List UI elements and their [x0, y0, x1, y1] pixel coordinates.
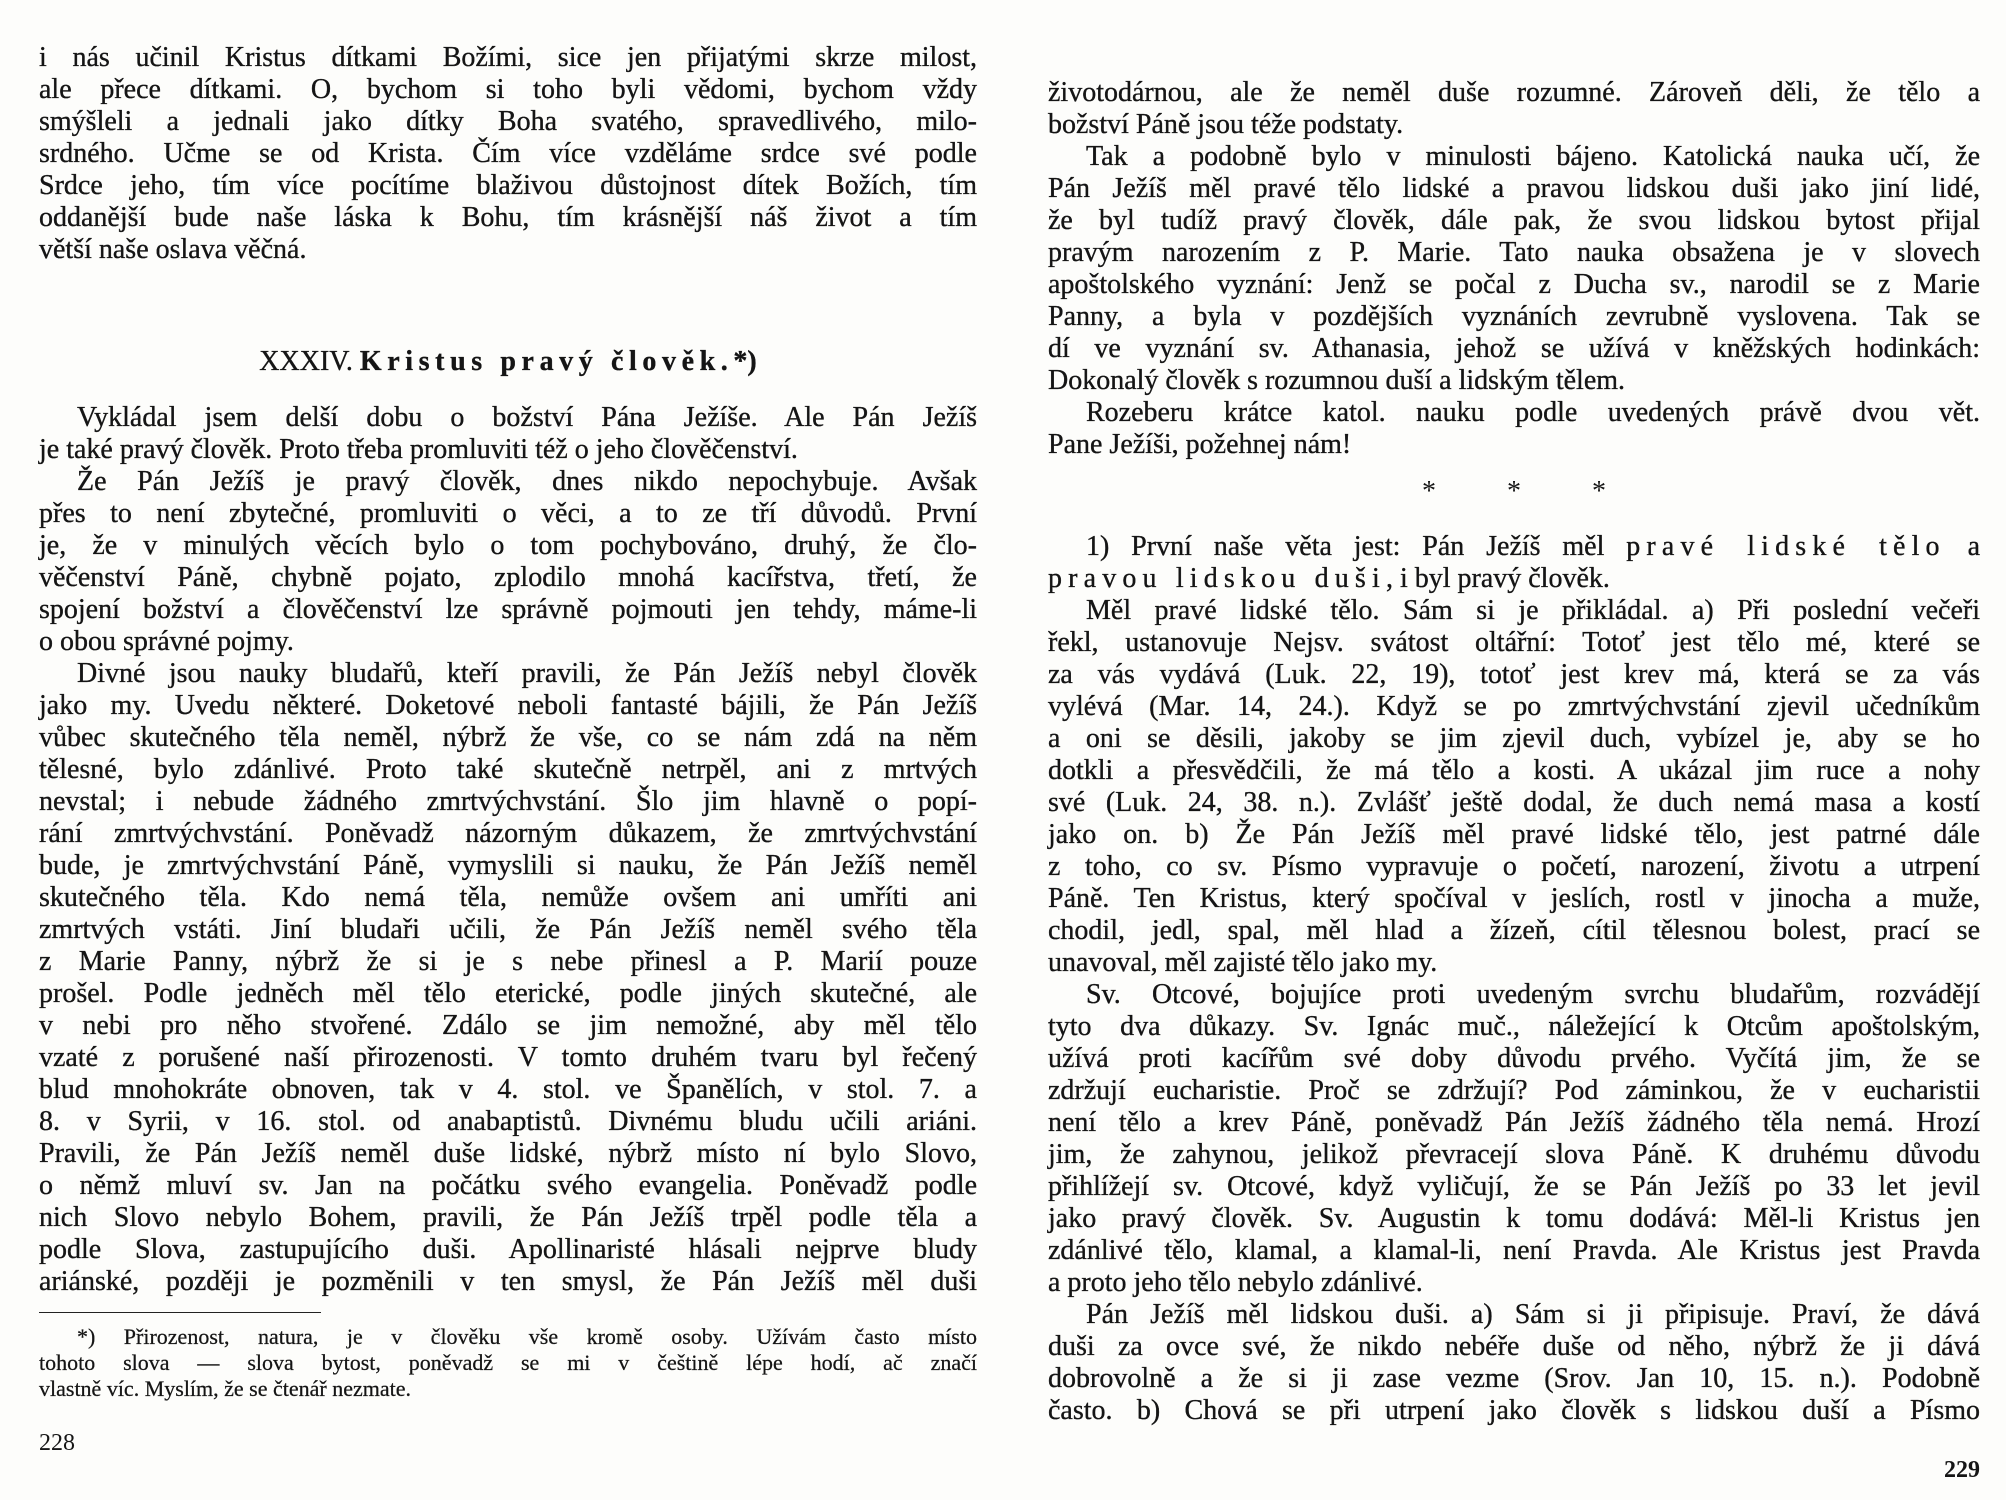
text-line: srdného. Učme se od Krista. Čím více vzděláme srdce své podle: [39, 138, 977, 169]
text-line: smýšleli a jednali jako dítky Boha svatého, spravedlivého, milo-: [39, 106, 977, 137]
top-paragraphs: [39, 42, 977, 266]
text-line: rání zmrtvýchvstání. Poněvadž názorným důkazem, že zmrtvýchvstání: [39, 818, 977, 849]
footnote-marker: *): [733, 346, 757, 377]
text-line: vlastně víc. Myslím, že se čtenář nezmate.: [39, 1376, 412, 1401]
text-line: přes to není zbytečné, promluviti o věci, a to ze tří důvodů. První: [39, 498, 977, 529]
text-line: Srdce jeho, tím více pocítíme blaživou důstojnost dítek Božích, tím: [39, 170, 977, 201]
text-line: zdánlivé tělo, klamal, a klamal-li, není Pravda. Ale Kristus jest Pravda: [1048, 1235, 1980, 1266]
text-line: Dokonalý člověk s rozumnou duší a lidským tělem.: [1048, 365, 1626, 396]
text-line: Sv. Otcové, bojujíce proti uvedeným svrchu bludařům, rozvádějí: [1086, 979, 1980, 1010]
text-line: za vás vydává (Luk. 22, 19), totoť jest krev má, která se za vás: [1048, 659, 1980, 690]
text-line: a proto jeho tělo nebylo zdánlivé.: [1048, 1267, 1423, 1298]
text-line: Tak a podobně bylo v minulosti bájeno. Katolická nauka učí, že: [1086, 141, 1980, 172]
text-line: Že Pán Ježíš je pravý člověk, dnes nikdo nepochybuje. Avšak: [77, 466, 977, 497]
text-run: 1) První naše věta jest: Pán Ježíš měl: [1086, 531, 1627, 562]
paragraph: [1048, 531, 1980, 595]
text-line: není tělo a krev Páně, poněvadž Pán Ježíš žádného těla nemá. Hrozí: [1048, 1107, 1980, 1138]
text-line: je, že v minulých věcích bylo o tom pochybováno, druhý, že člo-: [39, 530, 977, 561]
text-line: dí ve vyznání sv. Athanasia, jehož se užívá v kněžských hodinkách:: [1048, 333, 1980, 364]
paragraph: [39, 658, 977, 1298]
text-line: Pán Ježíš měl lidskou duši. a) Sám si ji připisuje. Praví, že dává: [1086, 1299, 1980, 1330]
text-line: zmrtvých vstáti. Jiní bludaři učili, že Pán Ježíš neměl svého těla: [39, 914, 977, 945]
text-line: věčenství Páně, chybně pojato, zplodilo mnohá kacířstva, třetí, že: [39, 562, 977, 593]
text-run: , i byl pravý člověk.: [1385, 563, 1610, 594]
chapter-heading: [39, 346, 977, 378]
text-line: oddanější bude naše láska k Bohu, tím krásnější náš život a tím: [39, 202, 977, 233]
text-line: ale přece dítkami. O, bychom si toho byli vědomi, bychom vždy: [39, 74, 977, 105]
text-line: jim, že zahynou, jelikož převracejí slova Páně. K druhému důvodu: [1048, 1139, 1980, 1170]
footnote: [39, 1312, 977, 1402]
paragraph: [1048, 397, 1980, 461]
text-line: božství Páně jsou téže podstaty.: [1048, 109, 1404, 140]
text-line: své (Luk. 24, 38. n.). Zvlášť ještě dodal, že duch nemá masa a kostí: [1048, 787, 1980, 818]
text-line: a oni se děsili, jakoby se jim zjevil duch, vybízel je, aby se ho: [1048, 723, 1980, 754]
page-number: 229: [1944, 1457, 1980, 1483]
text-line: Rozeberu krátce katol. nauku podle uvedených právě dvou vět.: [1086, 397, 1980, 428]
text-line: [1048, 563, 1980, 595]
paragraph: [39, 466, 977, 658]
text-line: prošel. Podle jedněch měl tělo eterické, podle jiných skutečné, ale: [39, 978, 977, 1009]
text-line: tělesné, bylo zdánlivé. Proto také skutečně netrpěl, ani z mrtvých: [39, 754, 977, 785]
text-line: nich Slovo nebylo Bohem, pravili, že Pán Ježíš trpěl podle těla a: [39, 1202, 977, 1233]
text-line: tyto dva důkazy. Sv. Ignác muč., náležející k Otcům apoštolským,: [1048, 1011, 1980, 1042]
body-text: [39, 402, 977, 1298]
paragraph: [1048, 1299, 1980, 1427]
page-number: 228: [39, 1430, 75, 1456]
text-line: vylévá (Mar. 14, 24.). Když se po zmrtvýchvstání zjevil učedníkům: [1048, 691, 1980, 722]
text-line: Panny, a byla v pozdějších vyznáních zevrubně vyslovena. Tak se: [1048, 301, 1980, 332]
text-line: chodil, jedl, spal, měl hlad a žízeň, cítil tělesnou bolest, prací se: [1048, 915, 1980, 946]
text-line: životodárnou, ale že neměl duše rozumné. Zároveň děli, že tělo a: [1048, 77, 1980, 108]
text-line: ariánské, později je pozměnili v ten smysl, že Pán Ježíš měl duši: [39, 1266, 977, 1297]
text-line: i nás učinil Kristus dítkami Božími, sice jen přijatými skrze milost,: [39, 42, 977, 73]
text-line: nevstal; i nebude žádného zmrtvýchvstání. Šlo jim hlavně o popí-: [39, 786, 977, 817]
text-line: spojení božství a člověčenství lze správně pojmouti jen tehdy, máme-li: [39, 594, 977, 625]
paragraph: [39, 42, 977, 266]
paragraph: [1048, 979, 1980, 1299]
text-line: Vykládal jsem delší dobu o božství Pána Ježíše. Ale Pán Ježíš: [77, 402, 977, 433]
text-line: užívá proti kacířům své doby důvodu prvého. Vyčítá jim, že se: [1048, 1043, 1980, 1074]
text-line: dotkli a přesvědčili, že má tělo a kosti. A ukázal jim ruce a nohy: [1048, 755, 1980, 786]
text-line: jako pravý člověk. Sv. Augustin k tomu dodává: Měl-li Kristus jen: [1048, 1203, 1980, 1234]
section-break: * * *: [1422, 476, 1606, 507]
text-line: dobrovolně a že si ji zase vezme (Srov. Jan 10, 15. n.). Podobně: [1048, 1363, 1980, 1394]
text-line: Měl pravé lidské tělo. Sám si je přikládal. a) Při poslední večeři: [1086, 595, 1980, 626]
text-line: řekl, ustanovuje Nejsv. svátost oltářní: Totoť jest tělo mé, které se: [1048, 627, 1980, 658]
chapter-number: XXXIV.: [259, 346, 353, 377]
text-line: 8. v Syrii, v 16. stol. od anabaptistů. Divnému bludu učili ariáni.: [39, 1106, 977, 1137]
text-line: že byl tudíž pravý člověk, dále pak, že svou lidskou bytost přijal: [1048, 205, 1980, 236]
text-line: Pravili, že Pán Ježíš neměl duše lidské, nýbrž místo ní bylo Slovo,: [39, 1138, 977, 1169]
paragraph: [39, 1324, 977, 1402]
text-line: [1048, 531, 1980, 563]
text-line: vzaté z porušené naší přirozenosti. V tomto druhém tvaru byl řečený: [39, 1042, 977, 1073]
text-line: větší naše oslava věčná.: [39, 234, 307, 265]
text-line: skutečného těla. Kdo nemá těla, nemůže ovšem ani umříti ani: [39, 882, 977, 913]
text-line: z Marie Panny, nýbrž že si je s nebe přinesl a P. Marií pouze: [39, 946, 977, 977]
text-line: tohoto slova — slova bytost, poněvadž se mi v češtině lépe hodí, ač značí: [39, 1350, 977, 1375]
text-line: duši za ovce své, že nikdo nebéře duše od něho, nýbrž že ji dává: [1048, 1331, 1980, 1362]
footnote-rule: [39, 1312, 321, 1313]
text-line: zdržují eucharistie. Proč se zdržují? Pod záminkou, že v eucharistii: [1048, 1075, 1980, 1106]
paragraph: [1048, 141, 1980, 397]
text-line: vůbec skutečného těla neměl, nýbrž že vše, co se nám zdá na něm: [39, 722, 977, 753]
text-line: blud mnohokráte obnoven, tak v 4. stol. ve Španělích, v stol. 7. a: [39, 1074, 977, 1105]
text-line: podle Slova, zastupujícího duši. Apollinaristé hlásali nejprve bludy: [39, 1234, 977, 1265]
text-line: apoštolského vyznání: Jenž se počal z Ducha sv., narodil se z Marie: [1048, 269, 1980, 300]
text-line: jako my. Uvedu některé. Doketové neboli fantasté bájili, že Pán Ježíš: [39, 690, 977, 721]
text-line: jako on. b) Že Pán Ježíš měl pravé lidské tělo, jest patrné dále: [1048, 819, 1980, 850]
spaced-emphasis: pravé lidské tělo: [1626, 531, 1946, 562]
text-line: z toho, co sv. Písmo vypravuje o početí, narození, životu a utrpení: [1048, 851, 1980, 882]
text-run: a: [1945, 531, 1980, 562]
text-line: Pán Ježíš měl pravé tělo lidské a pravou lidskou duši jako jiní lidé,: [1048, 173, 1980, 204]
paragraph: [1048, 595, 1980, 979]
footnote-text: [39, 1324, 977, 1402]
text-line: bude, je zmrtvýchvstání Páně, vymyslili si nauku, že Pán Ježíš neměl: [39, 850, 977, 881]
left-page: [39, 42, 977, 1402]
text-line: Páně. Ten Kristus, který spočíval v jeslích, rostl v jinocha a muže,: [1048, 883, 1980, 914]
body-text: [1048, 531, 1980, 1427]
text-line: pravým narozením z P. Marie. Tato nauka obsažena je v slovech: [1048, 237, 1980, 268]
text-line: přihlížejí sv. Otcové, když vyličují, že se Pán Ježíš po 33 let jevil: [1048, 1171, 1980, 1202]
text-line: v nebi pro něho stvořené. Zdálo se jim nemožné, aby měl tělo: [39, 1010, 977, 1041]
paragraph: [39, 402, 977, 466]
text-line: *) Přirozenost, natura, je v člověku vše kromě osoby. Užívám často místo: [77, 1324, 977, 1349]
text-line: je také pravý člověk. Proto třeba promluviti též o jeho člověčenství.: [39, 434, 798, 465]
chapter-title: Kristus pravý člověk.: [359, 346, 734, 377]
top-paragraphs: [1048, 77, 1980, 461]
paragraph: [1048, 77, 1980, 141]
text-line: Divné jsou nauky bludařů, kteří pravili, že Pán Ježíš nebyl člověk: [77, 658, 977, 689]
right-page: [1048, 77, 1980, 1427]
text-line: o obou správné pojmy.: [39, 626, 294, 657]
text-line: často. b) Chová se při utrpení jako člověk s lidskou duší a Písmo: [1048, 1395, 1980, 1426]
text-line: o němž mluví sv. Jan na počátku svého evangelia. Poněvadž podle: [39, 1170, 977, 1201]
spaced-emphasis: pravou lidskou duši: [1048, 563, 1386, 594]
text-line: unavoval, měl zajisté tělo jako my.: [1048, 947, 1438, 978]
text-line: Pane Ježíši, požehnej nám!: [1048, 429, 1352, 460]
